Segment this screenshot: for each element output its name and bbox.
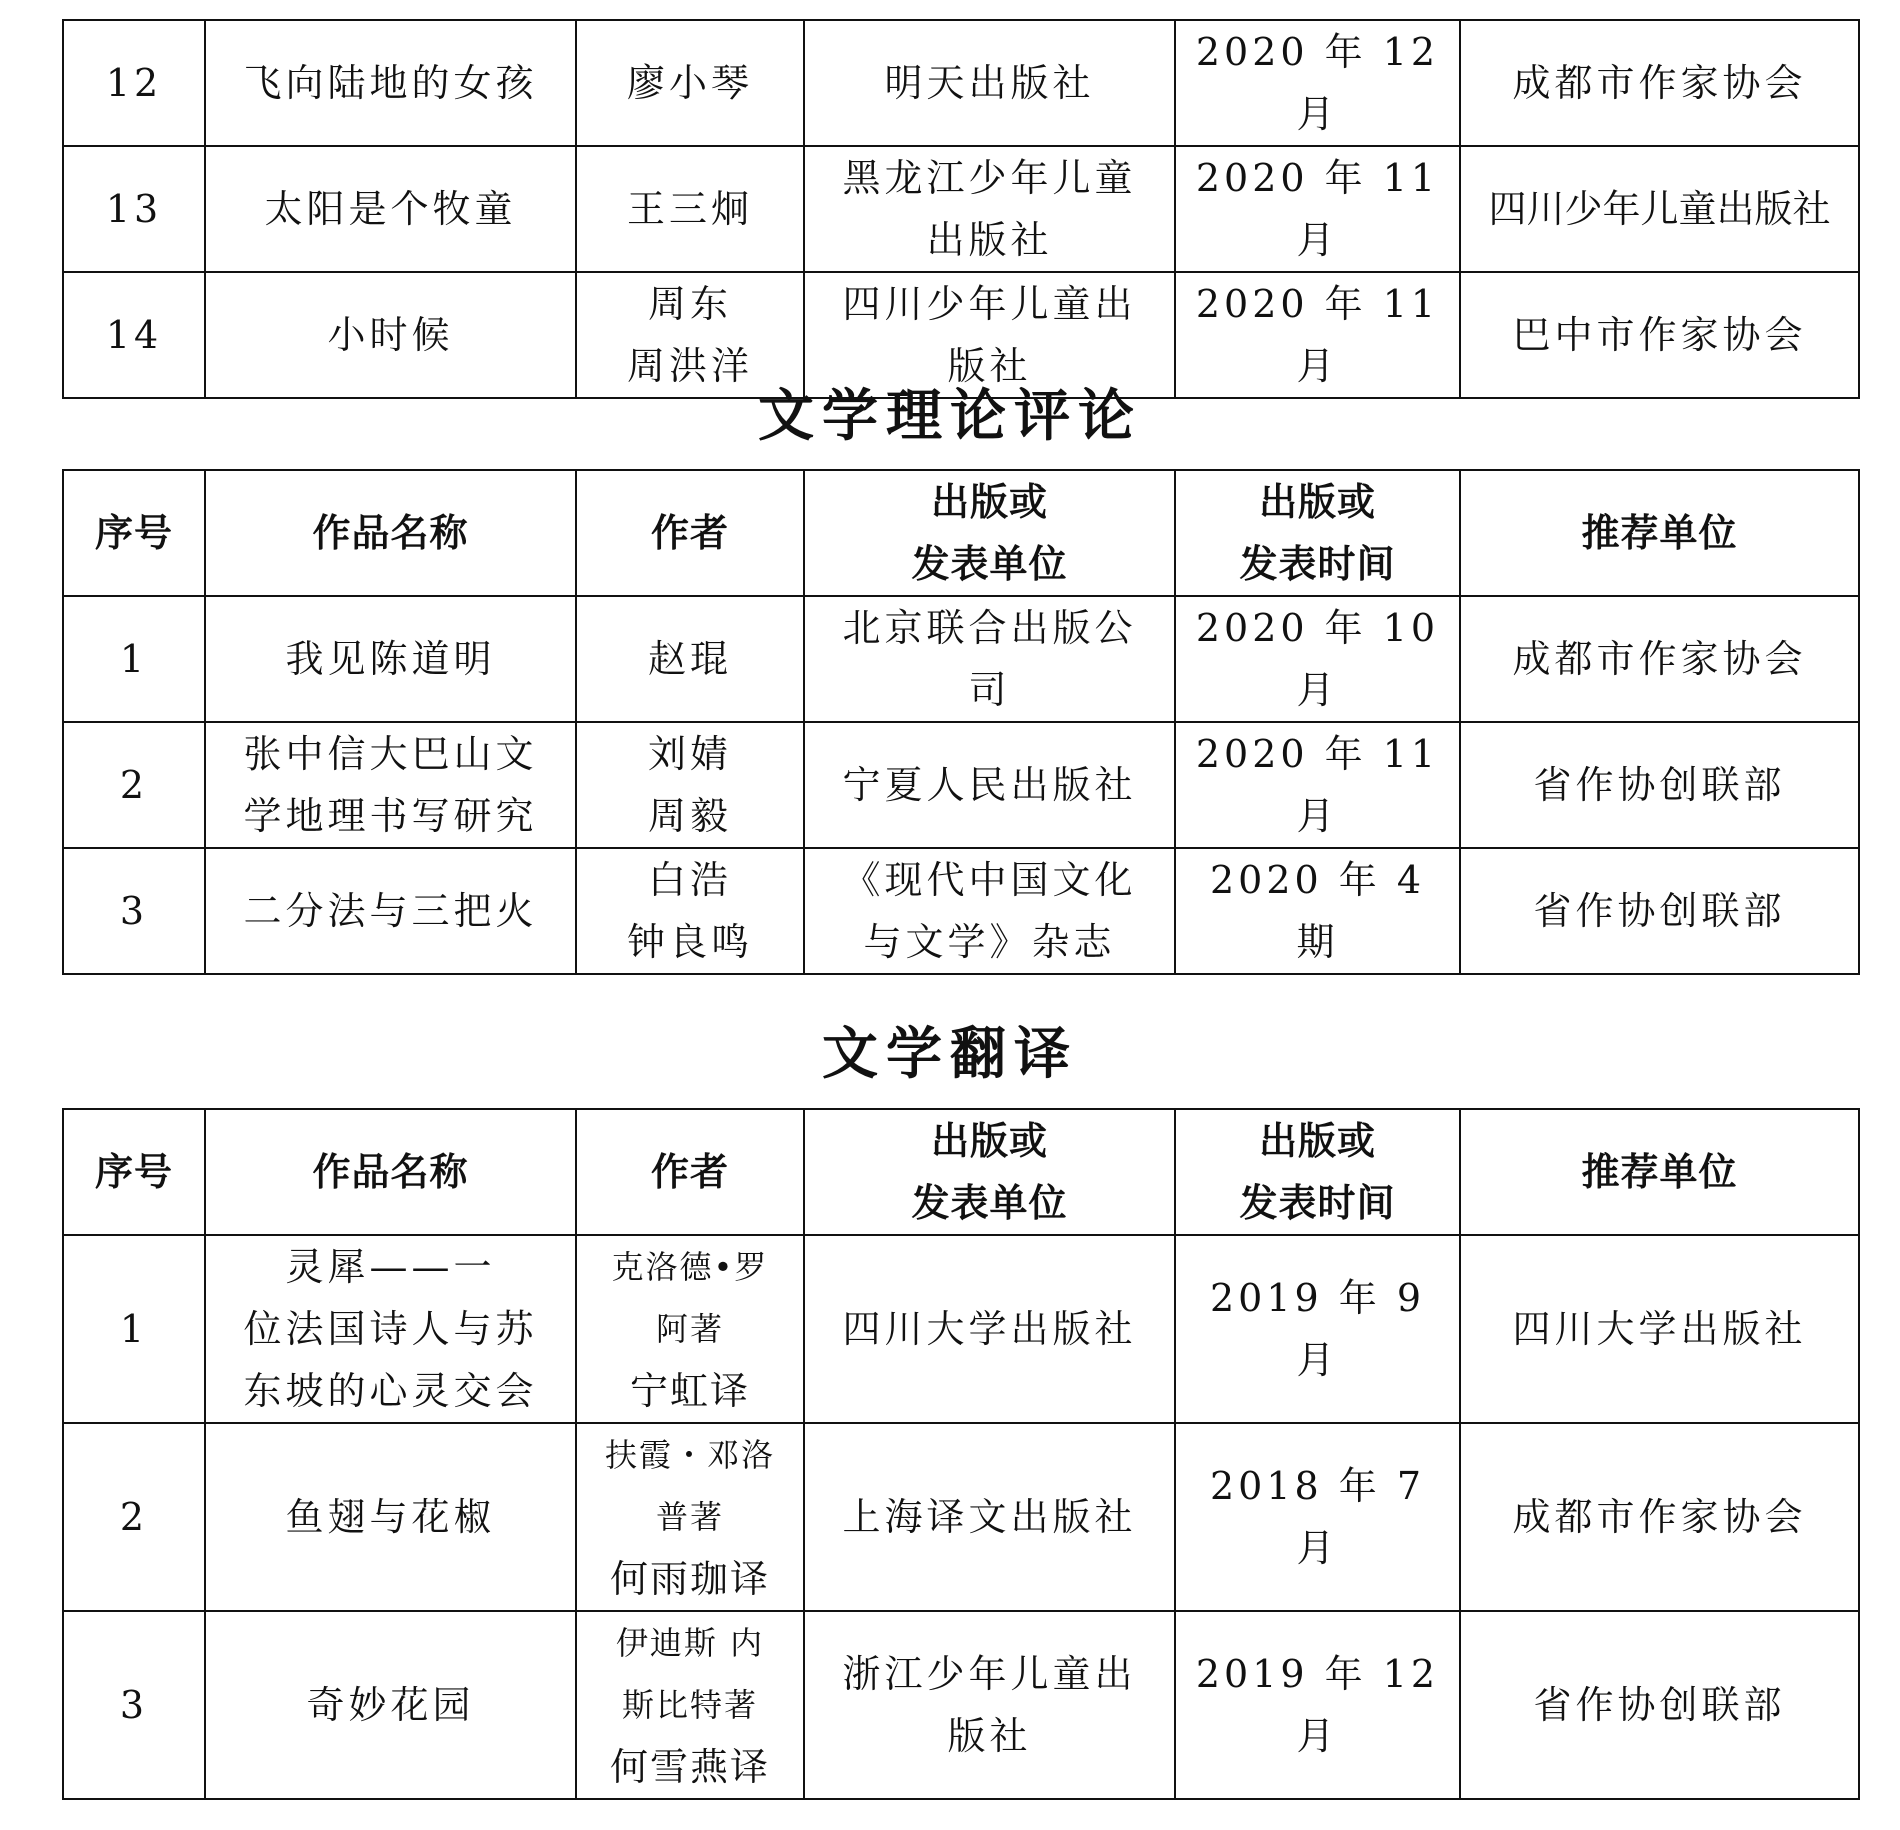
recommender-cell: 省作协创联部: [1460, 1611, 1859, 1799]
publisher-cell: 四川大学出版社: [804, 1235, 1175, 1423]
header-date: 出版或 发表时间: [1175, 1109, 1460, 1235]
table-row: [63, 1423, 1859, 1611]
author-cell: 克洛德•罗 阿著 宁虹译: [576, 1235, 804, 1423]
table-row: [63, 1611, 1859, 1799]
recommender-cell: 省作协创联部: [1460, 722, 1859, 848]
recommender-cell: 四川大学出版社: [1460, 1235, 1859, 1423]
seq-cell: 2: [63, 1423, 205, 1611]
title-cell: 太阳是个牧童: [205, 146, 576, 272]
date-cell: 2020 年 4 期: [1175, 848, 1460, 974]
publisher-cell: 上海译文出版社: [804, 1423, 1175, 1611]
table-header-row: [63, 1109, 1859, 1235]
header-title: 作品名称: [205, 1109, 576, 1235]
title-cell: 奇妙花园: [205, 1611, 576, 1799]
date-cell: 2020 年 11 月: [1175, 272, 1460, 398]
seq-cell: 13: [63, 146, 205, 272]
children-literature-table-continued: [62, 19, 1860, 399]
recommender-cell: 巴中市作家协会: [1460, 272, 1859, 398]
author-cell: 刘婧 周毅: [576, 722, 804, 848]
date-cell: 2018 年 7 月: [1175, 1423, 1460, 1611]
section-title-literary-theory: 文学理论评论: [758, 384, 1142, 449]
publisher-cell: 明天出版社: [804, 20, 1175, 146]
author-cell: 伊迪斯 内 斯比特著 何雪燕译: [576, 1611, 804, 1799]
table-row: [63, 20, 1859, 146]
title-cell: 二分法与三把火: [205, 848, 576, 974]
title-cell: 灵犀——一 位法国诗人与苏 东坡的心灵交会: [205, 1235, 576, 1423]
recommender-cell: 成都市作家协会: [1460, 1423, 1859, 1611]
author-cell: 赵琨: [576, 596, 804, 722]
seq-cell: 2: [63, 722, 205, 848]
title-cell: 小时候: [205, 272, 576, 398]
seq-cell: 1: [63, 1235, 205, 1423]
publisher-cell: 《现代中国文化 与文学》杂志: [804, 848, 1175, 974]
header-publisher: 出版或 发表单位: [804, 1109, 1175, 1235]
date-cell: 2020 年 12 月: [1175, 20, 1460, 146]
seq-cell: 12: [63, 20, 205, 146]
header-title: 作品名称: [205, 470, 576, 596]
table-header-row: [63, 470, 1859, 596]
publisher-cell: 黑龙江少年儿童 出版社: [804, 146, 1175, 272]
table-row: [63, 596, 1859, 722]
date-cell: 2020 年 11 月: [1175, 146, 1460, 272]
recommender-cell: 省作协创联部: [1460, 848, 1859, 974]
header-recommender: 推荐单位: [1460, 470, 1859, 596]
header-author: 作者: [576, 1109, 804, 1235]
recommender-cell: 成都市作家协会: [1460, 596, 1859, 722]
table-row: [63, 146, 1859, 272]
table-row: [63, 1235, 1859, 1423]
author-cell: 周东 周洪洋: [576, 272, 804, 398]
seq-cell: 1: [63, 596, 205, 722]
literary-translation-table: [62, 1108, 1860, 1800]
seq-cell: 14: [63, 272, 205, 398]
seq-cell: 3: [63, 1611, 205, 1799]
seq-cell: 3: [63, 848, 205, 974]
author-cell: 王三炯: [576, 146, 804, 272]
publisher-cell: 浙江少年儿童出 版社: [804, 1611, 1175, 1799]
title-cell: 飞向陆地的女孩: [205, 20, 576, 146]
header-seq: 序号: [63, 470, 205, 596]
recommender-cell: 四川少年儿童出版社: [1460, 146, 1859, 272]
section-title-literary-translation: 文学翻译: [822, 1022, 1078, 1087]
publisher-cell: 北京联合出版公 司: [804, 596, 1175, 722]
header-recommender: 推荐单位: [1460, 1109, 1859, 1235]
publisher-cell: 四川少年儿童出 版社: [804, 272, 1175, 398]
recommender-cell: 成都市作家协会: [1460, 20, 1859, 146]
title-cell: 张中信大巴山文 学地理书写研究: [205, 722, 576, 848]
literary-theory-table: [62, 469, 1860, 975]
author-cell: 白浩 钟良鸣: [576, 848, 804, 974]
header-date: 出版或 发表时间: [1175, 470, 1460, 596]
header-seq: 序号: [63, 1109, 205, 1235]
date-cell: 2020 年 10 月: [1175, 596, 1460, 722]
table-row: [63, 722, 1859, 848]
header-author: 作者: [576, 470, 804, 596]
author-cell: 扶霞・邓洛 普著 何雨珈译: [576, 1423, 804, 1611]
header-publisher: 出版或 发表单位: [804, 470, 1175, 596]
author-cell: 廖小琴: [576, 20, 804, 146]
date-cell: 2019 年 9 月: [1175, 1235, 1460, 1423]
table-row: [63, 848, 1859, 974]
date-cell: 2019 年 12 月: [1175, 1611, 1460, 1799]
publisher-cell: 宁夏人民出版社: [804, 722, 1175, 848]
title-cell: 我见陈道明: [205, 596, 576, 722]
date-cell: 2020 年 11 月: [1175, 722, 1460, 848]
title-cell: 鱼翅与花椒: [205, 1423, 576, 1611]
